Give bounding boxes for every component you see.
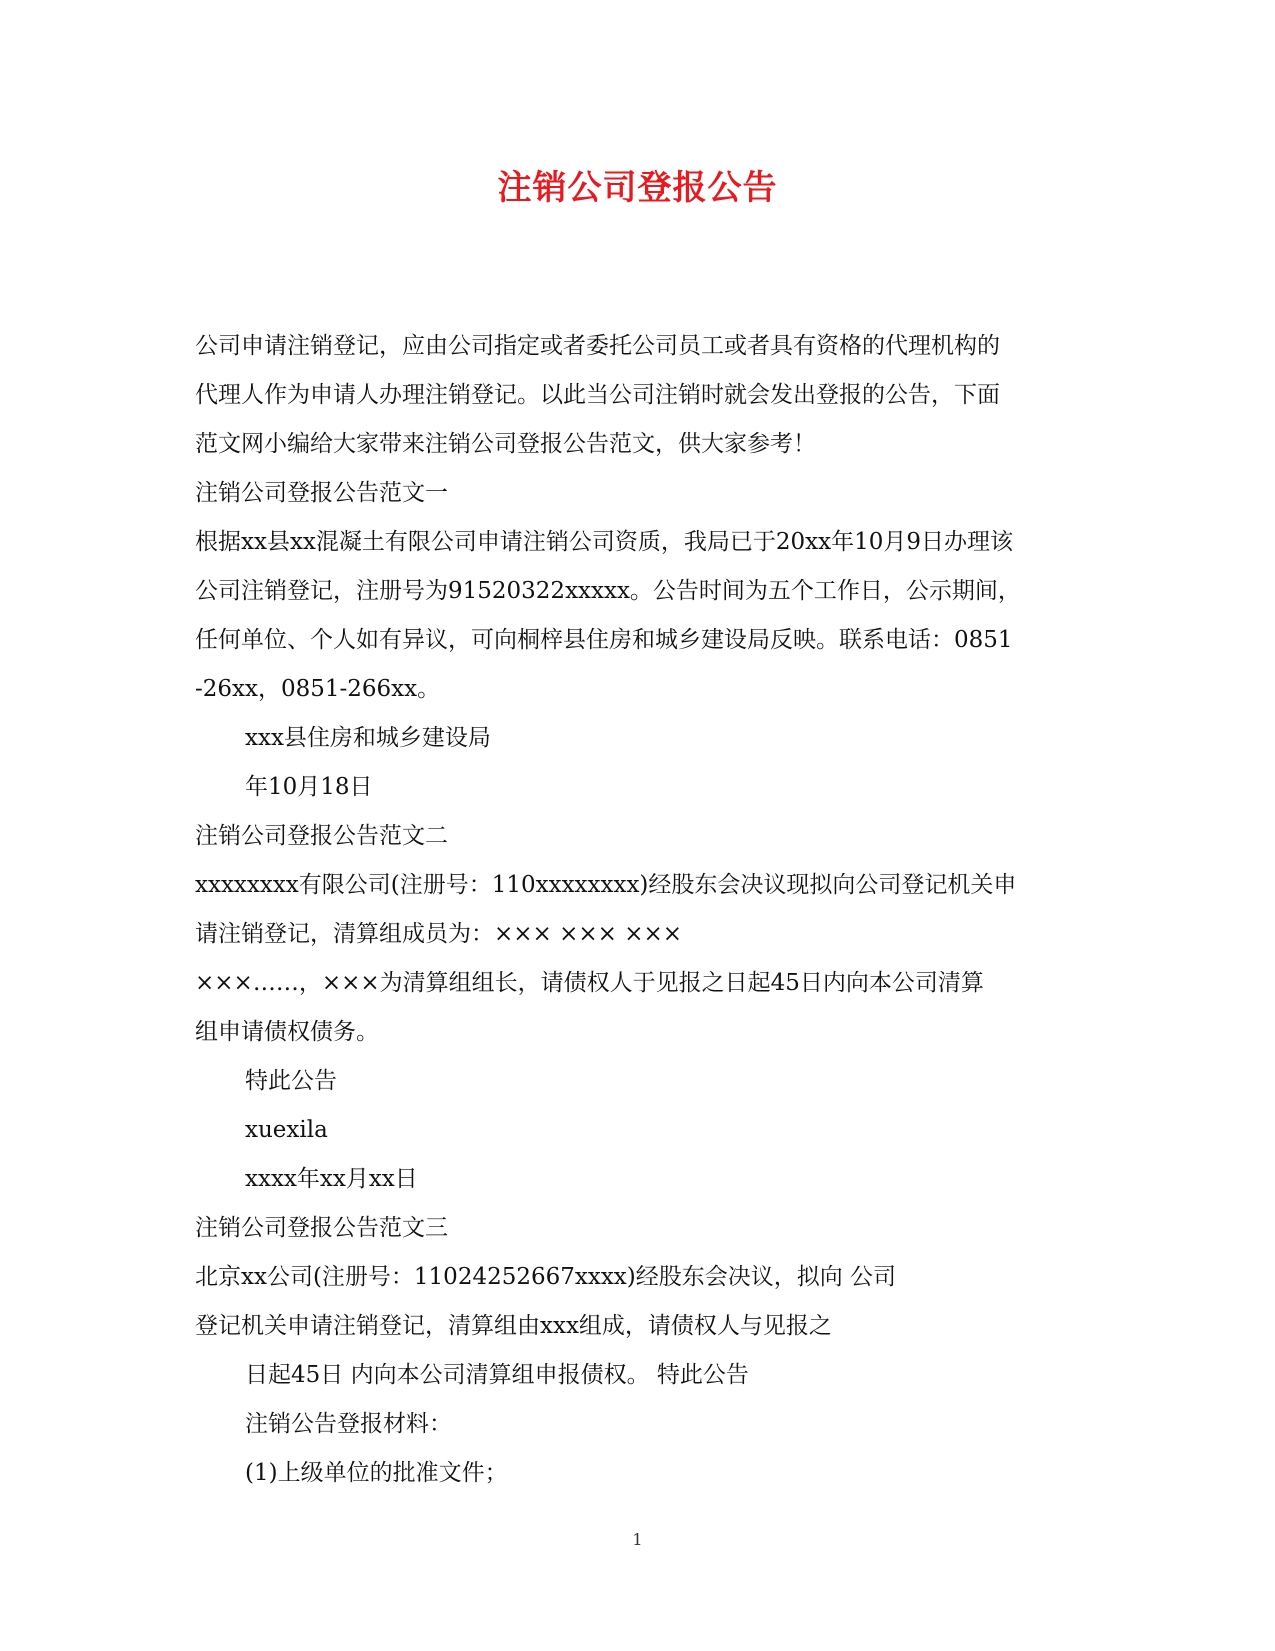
- date-line: xxxx年xx月xx日: [245, 1166, 418, 1192]
- section-heading: 注销公司登报公告范文一: [195, 480, 448, 506]
- paragraph-line: 北京xx公司(注册号：11024252667xxxx)经股东会决议，拟向 公司: [195, 1264, 897, 1290]
- paragraph-line: 代理人作为申请人办理注销登记。以此当公司注销时就会发出登报的公告，下面: [195, 382, 1000, 408]
- paragraph-line: 公司申请注销登记，应由公司指定或者委托公司员工或者具有资格的代理机构的: [195, 333, 1000, 359]
- date-line: 年10月18日: [245, 774, 373, 800]
- section-heading: 注销公司登报公告范文三: [195, 1215, 448, 1241]
- list-item: (1)上级单位的批准文件；: [245, 1460, 508, 1486]
- section-heading: 注销公司登报公告范文二: [195, 823, 448, 849]
- document-title: 注销公司登报公告: [497, 168, 778, 208]
- signature-line: xxx县住房和城乡建设局: [245, 725, 491, 751]
- paragraph-line: 日起45日 内向本公司清算组申报债权。 特此公告: [245, 1362, 749, 1388]
- closing-line: 特此公告: [245, 1068, 337, 1094]
- paragraph-line: 范文网小编给大家带来注销公司登报公告范文，供大家参考！: [195, 431, 816, 457]
- paragraph-line: 组申请债权债务。: [195, 1019, 379, 1045]
- paragraph-line: 公司注销登记，注册号为91520322xxxxx。公告时间为五个工作日，公示期间，: [195, 578, 1021, 604]
- paragraph-line: xxxxxxxx有限公司(注册号：110xxxxxxxx)经股东会决议现拟向公司登记机关申: [195, 872, 1017, 898]
- paragraph-line: ×××……，×××为清算组组长，请债权人于见报之日起45日内向本公司清算: [195, 970, 984, 996]
- paragraph-line: 根据xx县xx混凝土有限公司申请注销公司资质，我局已于20xx年10月9日办理该: [195, 529, 1013, 555]
- paragraph-line: -26xx，0851-266xx。: [195, 676, 441, 702]
- paragraph-line: 登记机关申请注销登记，清算组由xxx组成，请债权人与见报之: [195, 1313, 832, 1339]
- document-body: [195, 322, 1075, 1498]
- paragraph-line: 请注销登记，清算组成员为：××× ××× ×××: [195, 921, 683, 947]
- paragraph-line: 注销公告登报材料：: [245, 1411, 452, 1437]
- paragraph-line: 任何单位、个人如有异议，可向桐梓县住房和城乡建设局反映。联系电话：0851: [195, 627, 1013, 653]
- page-number: 1: [632, 1530, 643, 1549]
- signature-line: xuexila: [245, 1117, 328, 1143]
